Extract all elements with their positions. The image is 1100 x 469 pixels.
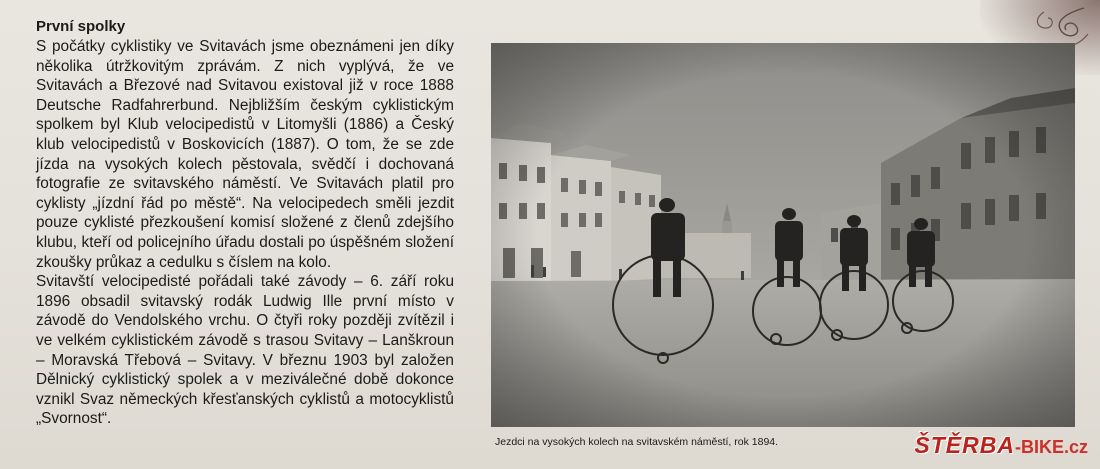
site-watermark: [914, 432, 1088, 459]
article-paragraph-2: Svitavští velocipedisté pořádali také závody – 6. září roku 1896 obsadil svitavský rodák Ludwig Ille první místo v závodě do Vendolského vrchu. O čtyři roky později zvítězil i ve velkém cyklistickém závodě s trasou Svitavy – Lanškroun – Moravská Třebová – Svitavy. V březnu 1903 byl založen Dělnický cyklistický spolek a v meziválečné době dokonce vznikl Svaz německých křesťanských cyklistů a motocyklistů „Svornost“.: [36, 273, 454, 428]
historic-photo: [491, 43, 1075, 427]
town-square-photo-illustration: [491, 43, 1075, 427]
watermark-domain: -BIKE.cz: [1014, 437, 1088, 457]
article-paragraph-1: S počátky cyklistiky ve Svitavách jsme obeznámeni jen díky několika útržkovitým zprávám. Z nich vyplývá, že ve Svitavách a Březové nad Svitavou existoval již v roce 1888 Deutsche Radfahrerbund. Nejbližším českým cyklistickým spolkem byl Klub velocipedistů v Litomyšli (1886) a Český klub velocipedistů v Boskovicích (1887). O tom, že se zde jízda na vysokých kolech pěstovala, svědčí i dochovaná fotografie ze svitavského náměstí. Ve Svitavách platil pro cyklisty „jízdní řád po městě“. Na velocipedech směli jezdit pouze cyklisté přezkoušení komisí složené z členů zdejšího klubu, kteří od policejního úřadu dostali po úspěšném složení zkoušky průkaz a cedulku s číslem na kolo.: [36, 38, 454, 271]
watermark-brand: ŠTĚRBA: [914, 432, 1015, 458]
photo-caption: Jezdci na vysokých kolech na svitavském náměstí, rok 1894.: [495, 436, 779, 448]
article: [36, 17, 454, 429]
article-heading: První spolky: [36, 18, 126, 35]
